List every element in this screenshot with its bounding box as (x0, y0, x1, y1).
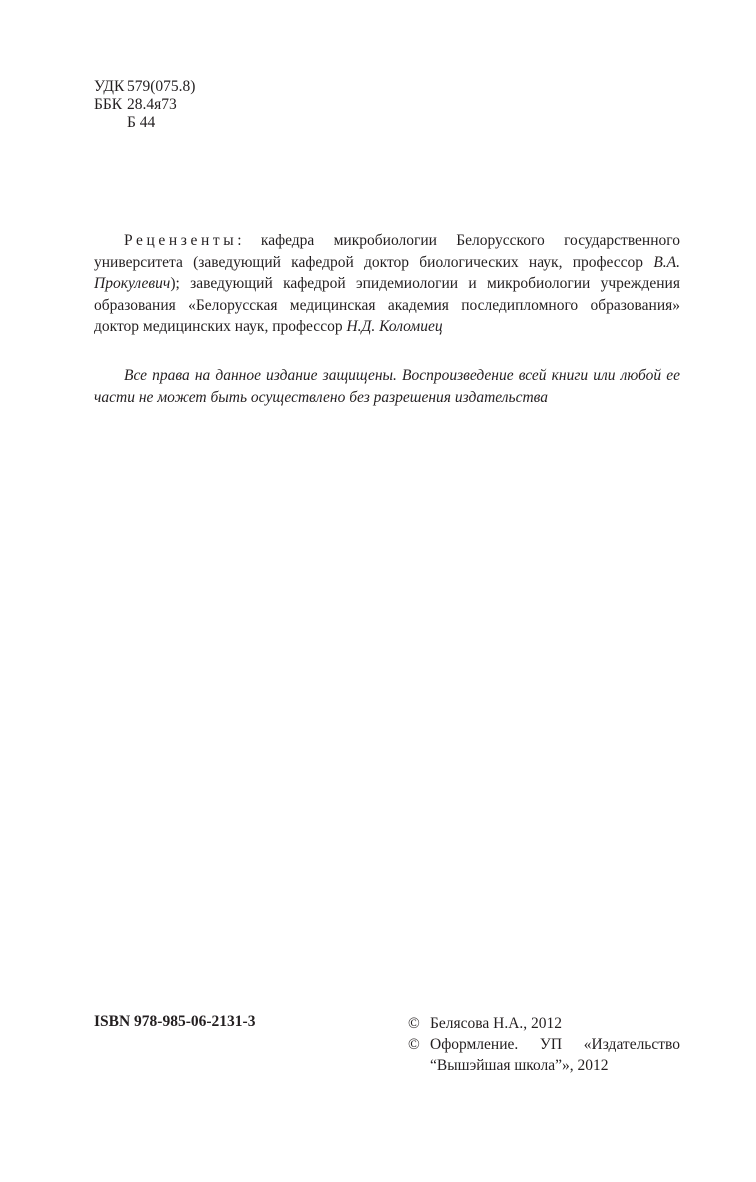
bbk-label: ББК (94, 96, 123, 113)
author-mark: Б 44 (127, 114, 156, 131)
udk-value: 579(075.8) (127, 78, 196, 95)
copyright-symbol: © (408, 1036, 420, 1053)
bbk-value: 28.4я73 (127, 96, 177, 113)
reviewer-name-1: В.А. Прокулевич (94, 253, 680, 292)
copyright-block (408, 1013, 680, 1076)
copyright-symbol: © (408, 1015, 420, 1032)
copyright-row-design (408, 1034, 680, 1076)
udk-label: УДК (94, 78, 125, 95)
classification-block (94, 78, 195, 132)
reviewers-paragraph (94, 230, 680, 338)
copyright-design-line-1: Оформление. УП «Издательство (430, 1036, 680, 1053)
udk-row (94, 78, 195, 96)
copyright-design-line-2: “Вышэйшая школа”», 2012 (430, 1057, 609, 1074)
reviewers-label: Рецензенты (124, 232, 238, 249)
author-mark-row (94, 114, 195, 132)
reviewer-name-2: Н.Д. Коломиец (346, 318, 443, 335)
bbk-row (94, 96, 195, 114)
reviewers-text-1: : кафедра микробиологии Белорусского государственного университета (заведующий кафедрой доктор биологических наук, профессор (94, 232, 680, 271)
copyright-design (430, 1034, 680, 1076)
reviewers-text-2: ); заведующий кафедрой эпидемиологии и микробиологии учреждения образования «Белорусская медицинская академия последипломного образования» доктор медицинских наук, профессор (94, 275, 680, 335)
isbn-number: ISBN 978-985-06-2131-3 (94, 1013, 256, 1030)
copyright-author: Белясова Н.А., 2012 (430, 1015, 563, 1032)
author-mark-spacer (94, 114, 127, 132)
copyright-row-author (408, 1013, 680, 1034)
rights-notice: Все права на данное издание защищены. Воспроизведение всей книги или любой ее части не может быть осуществлено без разрешения издательства (94, 367, 680, 406)
